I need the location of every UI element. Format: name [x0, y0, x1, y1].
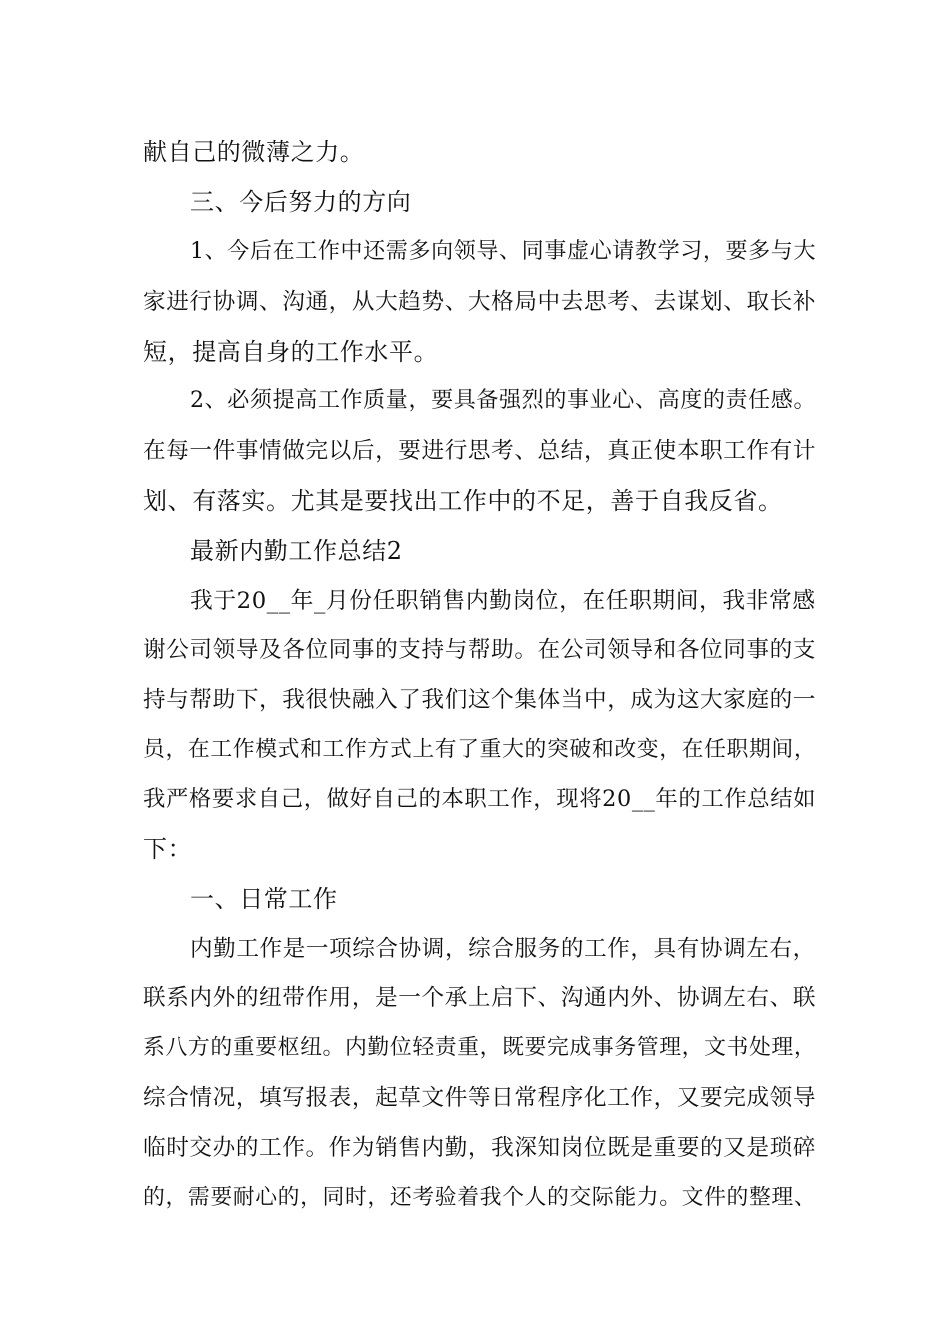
- text-line: 2、必须提高工作质量，要具备强烈的事业心、高度的责任感。: [190, 388, 817, 413]
- text-line: 1、今后在工作中还需多向领导、同事虚心请教学习，要多与大: [190, 239, 817, 264]
- text-line: 在每一件事情做完以后，要进行思考、总结，真正使本职工作有计: [143, 438, 817, 464]
- text-line: 的，需要耐心的，同时，还考验着我个人的交际能力。文件的整理、: [143, 1185, 817, 1210]
- text-line: 持与帮助下，我很快融入了我们这个集体当中，成为这大家庭的一: [143, 687, 817, 713]
- text-line: 内勤工作是一项综合协调，综合服务的工作，具有协调左右，: [190, 936, 816, 962]
- text-line: 家进行协调、沟通，从大趋势、大格局中去思考、去谋划、取长补: [143, 289, 817, 315]
- text-line: 联系内外的纽带作用，是一个承上启下、沟通内外、协调左右、联: [143, 985, 817, 1011]
- text-line: 我严格要求自己，做好自己的本职工作，现将20__年的工作总结如: [143, 786, 817, 812]
- text-line: 短，提高自身的工作水平。: [143, 338, 439, 366]
- text-line: 下：: [143, 835, 193, 863]
- text-line: 综合情况，填写报表，起草文件等日常程序化工作，又要完成领导: [143, 1085, 817, 1111]
- section-heading: 一、日常工作: [190, 885, 338, 913]
- text-line: 系八方的重要枢纽。内勤位轻责重，既要完成事务管理，文书处理，: [143, 1035, 817, 1060]
- text-line: 献自己的微薄之力。: [143, 138, 365, 166]
- text-line: 划、有落实。尤其是要找出工作中的不足，善于自我反省。: [143, 487, 783, 515]
- section-heading: 三、今后努力的方向: [190, 188, 412, 216]
- text-line: 谢公司领导及各位同事的支持与帮助。在公司领导和各位同事的支: [143, 637, 817, 663]
- document-title: 最新内勤工作总结2: [190, 537, 403, 565]
- text-line: 我于20__年_月份任职销售内勤岗位，在任职期间，我非常感: [190, 588, 816, 614]
- text-line: 员，在工作模式和工作方式上有了重大的突破和改变，在任职期间，: [143, 737, 817, 762]
- text-line: 临时交办的工作。作为销售内勤，我深知岗位既是重要的又是琐碎: [143, 1135, 817, 1161]
